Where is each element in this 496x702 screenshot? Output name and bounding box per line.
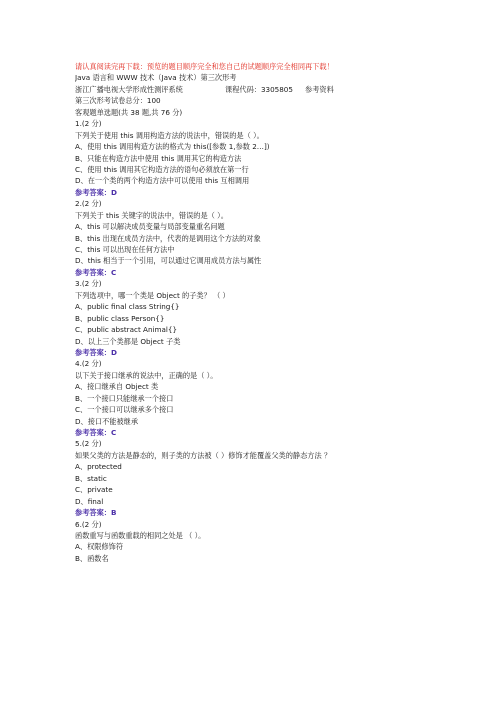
question-header: 2.(2 分) — [75, 199, 102, 209]
option-a: A、权限修饰符 — [75, 542, 124, 552]
total-score: 第三次形考试卷总分：100 — [75, 96, 161, 106]
option-d: D、接口不能被继承 — [75, 416, 139, 426]
question-block — [75, 118, 425, 198]
option-c: C、使用 this 调用其它构造方法的语句必须放在第一行 — [75, 164, 249, 174]
question-block — [75, 358, 425, 438]
option-a: A、protected — [75, 462, 122, 472]
option-d: D、this 相当于一个引用，可以通过它调用成员方法与属性 — [75, 256, 262, 266]
exam-document — [75, 61, 425, 564]
question-stem: 下列关于使用 this 调用构造方法的说法中，错误的是（ ）。 — [75, 130, 264, 140]
option-d: D、final — [75, 496, 104, 506]
question-stem: 下列关于 this 关键字的说法中，错误的是（ ）。 — [75, 210, 228, 220]
download-notice: 请认真阅读完再下载：预览的题目顺序完全和您自己的试题顺序完全相同再下载！ — [75, 62, 334, 71]
option-a: A、this 可以解决成员变量与局部变量重名问题 — [75, 222, 225, 232]
question-stem: 下列选项中，哪一个类是 Object 的子类？ （ ） — [75, 290, 230, 300]
question-block — [75, 519, 425, 565]
question-header: 1.(2 分) — [75, 119, 102, 129]
question-stem: 函数重写与函数重载的相同之处是 （ ）。 — [75, 530, 206, 540]
question-block — [75, 438, 425, 518]
answer-key: 参考答案：C — [75, 428, 117, 437]
question-stem: 以下关于接口继承的说法中，正确的是（ ）。 — [75, 370, 218, 380]
option-b: B、只能在构造方法中使用 this 调用其它的构造方法 — [75, 153, 242, 163]
option-b: B、static — [75, 473, 107, 483]
course-code: 课程代码：3305805 — [225, 84, 293, 94]
option-b: B、一个接口只能继承一个接口 — [75, 393, 174, 403]
answer-key: 参考答案：D — [75, 347, 117, 357]
answer-key: 参考答案：B — [75, 508, 117, 518]
school-name: 浙江广播电视大学形成性测评系统 — [75, 84, 183, 94]
option-a: A、使用 this 调用构造方法的格式为 this([参数 1,参数 2…]) — [75, 142, 270, 152]
option-b: B、函数名 — [75, 553, 109, 563]
section-title: 客观题单选题(共 38 题,共 76 分) — [75, 107, 183, 117]
question-header: 4.(2 分) — [75, 359, 102, 369]
question-header: 6.(2 分) — [75, 519, 102, 529]
option-d: D、以上三个类都是 Object 子类 — [75, 336, 181, 346]
option-c: C、一个接口可以继承多个接口 — [75, 405, 174, 415]
question-stem: 如果父类的方法是静态的，则子类的方法被（ ）修饰才能覆盖父类的静态方法 ？ — [75, 450, 332, 460]
exam-meta-row — [75, 84, 425, 95]
answer-key: 参考答案：D — [75, 187, 117, 197]
reference-label: 参考资料 — [305, 84, 334, 94]
option-a: A、接口继承自 Object 类 — [75, 382, 159, 392]
option-b: B、public class Person{} — [75, 313, 165, 323]
option-c: C、public abstract Animal{} — [75, 325, 178, 335]
option-b: B、this 出现在成员方法中，代表的是调用这个方法的对象 — [75, 233, 261, 243]
course-title: Java 语言和 WWW 技术（Java 技术）第三次形考 — [75, 73, 237, 83]
question-header: 5.(2 分) — [75, 439, 102, 449]
answer-key: 参考答案：C — [75, 267, 117, 277]
option-a: A、public final class String{} — [75, 302, 180, 312]
question-header: 3.(2 分) — [75, 279, 102, 289]
option-d: D、在一个类的两个构造方法中可以使用 this 互相调用 — [75, 176, 250, 186]
question-block — [75, 198, 425, 278]
option-c: C、private — [75, 485, 113, 495]
option-c: C、this 可以出现在任何方法中 — [75, 245, 175, 254]
question-block — [75, 278, 425, 358]
